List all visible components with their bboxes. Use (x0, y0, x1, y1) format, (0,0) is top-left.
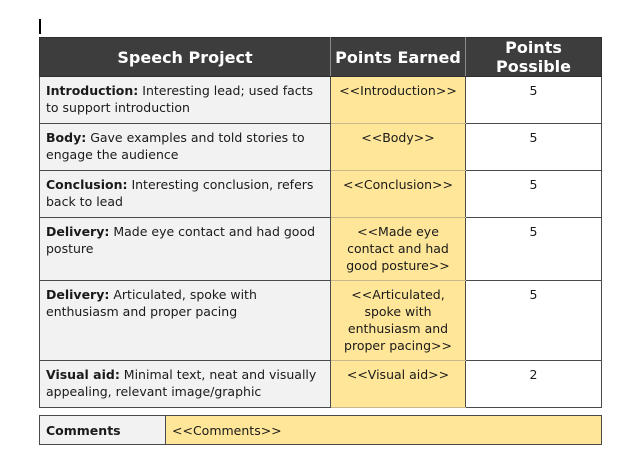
criteria-cell[interactable] (40, 124, 331, 171)
criteria-category: Delivery: (46, 224, 110, 239)
criteria-cell[interactable] (40, 281, 331, 361)
comments-row (40, 416, 602, 445)
criteria-category: Conclusion: (46, 177, 128, 192)
criteria-description: Gave examples and told stories to engage the audience (46, 130, 305, 162)
criteria-cell[interactable] (40, 361, 331, 408)
header-speech-project[interactable]: Speech Project (40, 38, 331, 77)
header-points-earned[interactable]: Points Earned (331, 38, 466, 77)
points-possible-cell[interactable]: 2 (466, 361, 602, 408)
rubric-row-introduction (40, 77, 602, 124)
points-possible-cell[interactable]: 5 (466, 281, 602, 361)
rubric-row-conclusion (40, 171, 602, 218)
text-cursor (39, 19, 41, 34)
comments-table (39, 415, 602, 445)
criteria-cell[interactable] (40, 218, 331, 281)
criteria-cell[interactable] (40, 171, 331, 218)
points-earned-field[interactable]: <<Made eye contact and had good posture>> (331, 218, 466, 281)
rubric-row-delivery-pacing (40, 281, 602, 361)
points-possible-cell[interactable]: 5 (466, 77, 602, 124)
criteria-description: Made eye contact and had good posture (46, 224, 316, 256)
criteria-category: Introduction: (46, 83, 139, 98)
criteria-description: Minimal text, neat and visually appealing, relevant image/graphic (46, 367, 317, 399)
criteria-category: Body: (46, 130, 87, 145)
criteria-description: Articulated, spoke with enthusiasm and proper pacing (46, 287, 257, 319)
rubric-row-visual-aid (40, 361, 602, 408)
points-possible-cell[interactable]: 5 (466, 124, 602, 171)
criteria-category: Visual aid: (46, 367, 120, 382)
rubric-table (39, 37, 602, 408)
header-points-possible[interactable]: Points Possible (466, 38, 602, 77)
points-earned-field[interactable]: <<Articulated, spoke with enthusiasm and proper pacing>> (331, 281, 466, 361)
points-earned-field[interactable]: <<Visual aid>> (331, 361, 466, 408)
comments-field[interactable]: <<Comments>> (166, 416, 602, 445)
points-earned-field[interactable]: <<Body>> (331, 124, 466, 171)
points-possible-cell[interactable]: 5 (466, 171, 602, 218)
comments-label[interactable]: Comments (40, 416, 166, 445)
criteria-cell[interactable] (40, 77, 331, 124)
points-possible-cell[interactable]: 5 (466, 218, 602, 281)
points-earned-field[interactable]: <<Introduction>> (331, 77, 466, 124)
criteria-category: Delivery: (46, 287, 110, 302)
rubric-row-body (40, 124, 602, 171)
points-earned-field[interactable]: <<Conclusion>> (331, 171, 466, 218)
rubric-row-delivery-posture (40, 218, 602, 281)
criteria-description: Interesting conclusion, refers back to lead (46, 177, 314, 209)
rubric-header-row (40, 38, 602, 77)
criteria-description: Interesting lead; used facts to support introduction (46, 83, 314, 115)
